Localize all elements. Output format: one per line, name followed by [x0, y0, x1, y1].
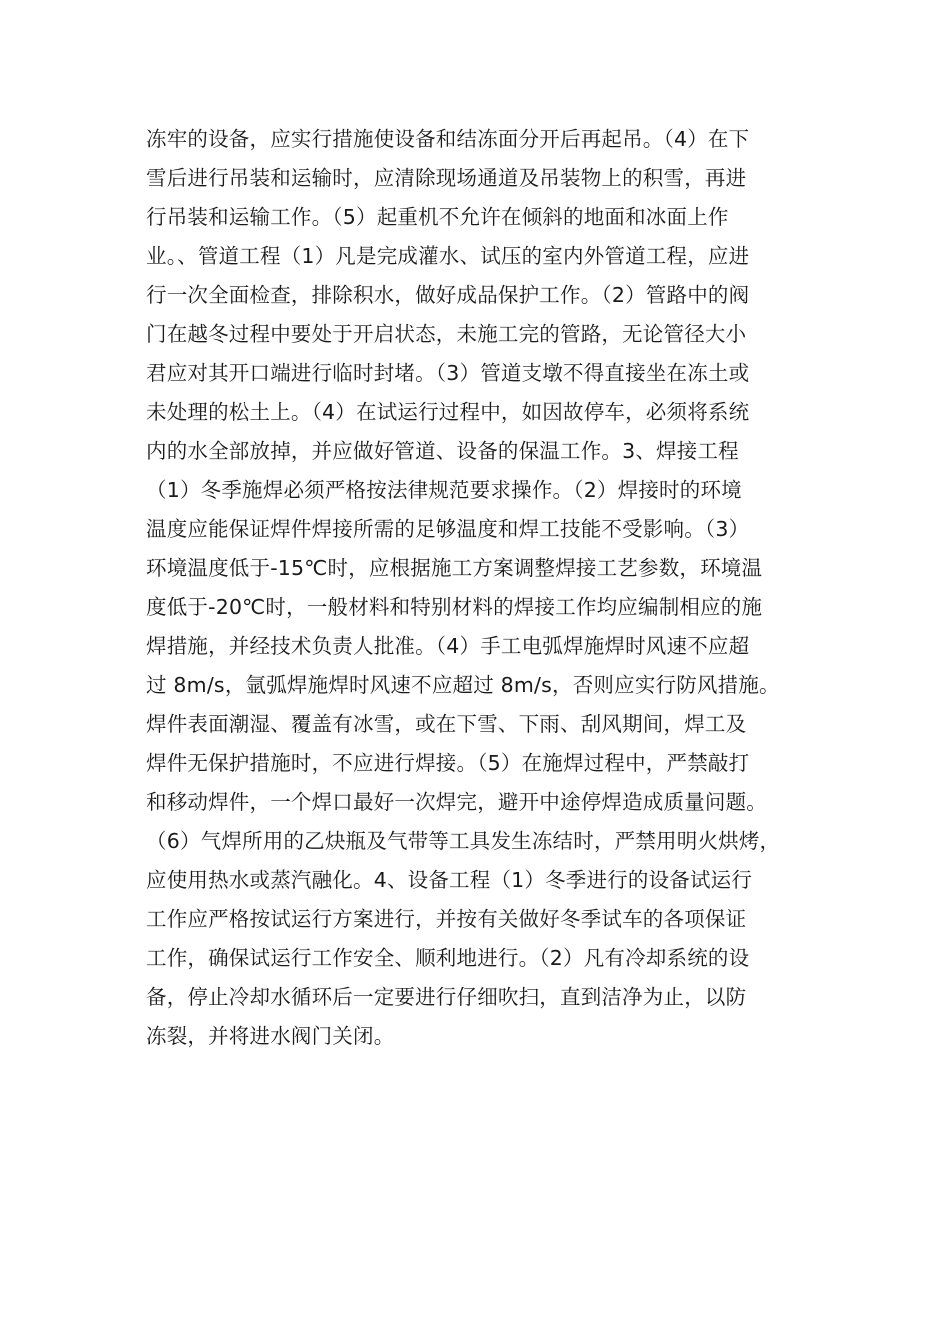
text-line: 工作，确保试运行工作安全、顺利地进行。（2）凡有冷却系统的设 [146, 946, 750, 970]
text-line: 冻牢的设备，应实行措施使设备和结冻面分开后再起吊。（4）在下 [146, 127, 750, 151]
text-line: 焊措施，并经技术负责人批准。（4）手工电弧焊施焊时风速不应超 [146, 634, 750, 658]
text-line: 雪后进行吊装和运输时，应清除现场通道及吊装物上的积雪，再进 [146, 166, 747, 190]
text-line: 工作应严格按试运行方案进行，并按有关做好冬季试车的各项保证 [146, 907, 747, 931]
text-line: 焊件无保护措施时，不应进行焊接。（5）在施焊过程中，严禁敲打 [146, 751, 750, 775]
body-text [146, 120, 826, 1056]
text-line: 环境温度低于-15℃时，应根据施工方案调整焊接工艺参数，环境温 [146, 556, 763, 580]
text-line: 过 8m/s，氩弧焊施焊时风速不应超过 8m/s，否则应实行防风措施。 [146, 673, 780, 697]
text-line: （1）冬季施焊必须严格按法律规范要求操作。（2）焊接时的环境 [146, 478, 742, 502]
text-line: 度低于-20℃时，一般材料和特别材料的焊接工作均应编制相应的施 [146, 595, 763, 619]
text-line: 内的水全部放掉，并应做好管道、设备的保温工作。3、焊接工程 [146, 439, 739, 463]
text-line: 冻裂，并将进水阀门关闭。 [146, 1024, 395, 1048]
text-line: （6）气焊所用的乙炔瓶及气带等工具发生冻结时，严禁用明火烘烤， [146, 829, 781, 853]
text-line: 未处理的松土上。（4）在试运行过程中，如因故停车，必须将系统 [146, 400, 750, 424]
text-line: 备，停止冷却水循环后一定要进行仔细吹扫，直到洁净为止，以防 [146, 985, 747, 1009]
text-line: 焊件表面潮湿、覆盖有冰雪，或在下雪、下雨、刮风期间，焊工及 [146, 712, 747, 736]
text-line: 门在越冬过程中要处于开启状态，未施工完的管路，无论管径大小 [146, 322, 747, 346]
text-line: 行一次全面检查，排除积水，做好成品保护工作。（2）管路中的阀 [146, 283, 750, 307]
text-line: 应使用热水或蒸汽融化。4、设备工程（1）冬季进行的设备试运行 [146, 868, 753, 892]
text-line: 温度应能保证焊件焊接所需的足够温度和焊工技能不受影响。（3） [146, 517, 750, 541]
text-line: 业。、管道工程（1）凡是完成灌水、试压的室内外管道工程，应进 [146, 244, 750, 268]
text-line: 君应对其开口端进行临时封堵。（3）管道支墩不得直接坐在冻土或 [146, 361, 750, 385]
text-line: 和移动焊件，一个焊口最好一次焊完，避开中途停焊造成质量问题。 [146, 790, 767, 814]
text-line: 行吊装和运输工作。（5）起重机不允许在倾斜的地面和冰面上作 [146, 205, 729, 229]
